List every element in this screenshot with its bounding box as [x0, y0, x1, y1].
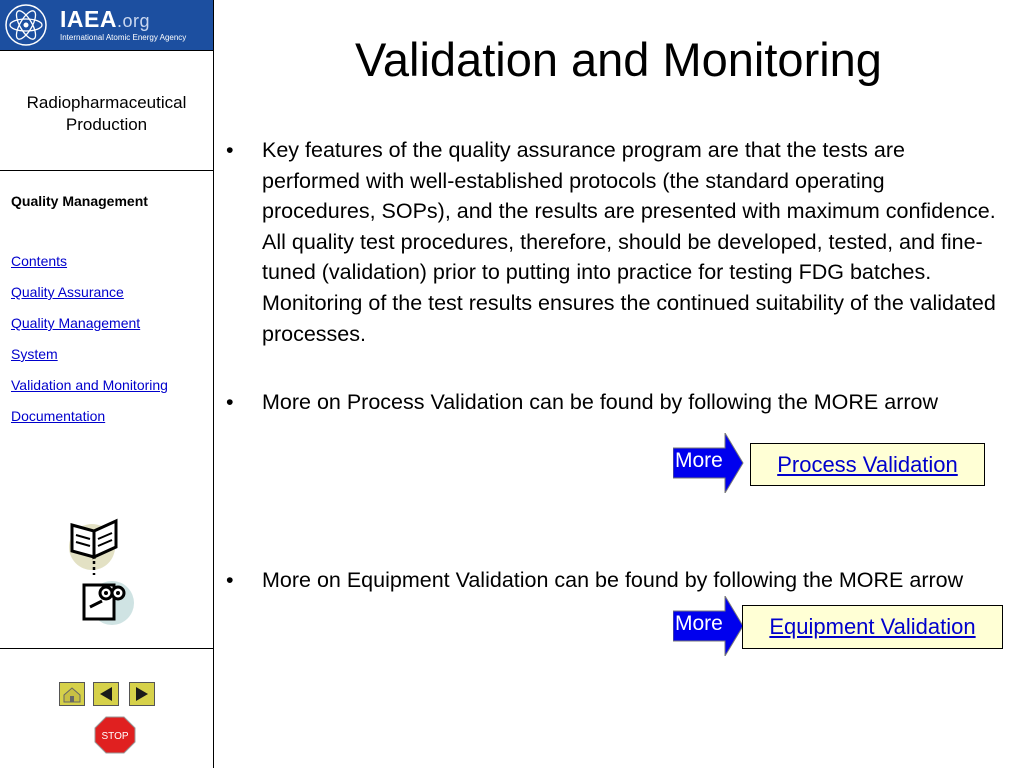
equipment-validation-link[interactable]: Equipment Validation [742, 605, 1003, 649]
logo-tagline: International Atomic Energy Agency [60, 33, 187, 42]
bullet-glyph: • [226, 390, 234, 414]
stop-label: STOP [101, 731, 129, 742]
more-label: More [675, 449, 723, 472]
nav-link-contents[interactable]: Contents [11, 253, 68, 269]
next-slide-button[interactable] [129, 682, 155, 706]
home-button[interactable] [59, 682, 85, 706]
bullet-glyph: • [226, 568, 234, 592]
more-arrow-process-validation[interactable] [673, 433, 745, 493]
nav-link-validation-and-monitoring[interactable]: Validation and Monitoring [11, 377, 168, 393]
bullet-text: More on Process Validation can be found by following the MORE arrow [262, 390, 939, 414]
sidebar-nav [11, 246, 168, 432]
nav-link-documentation[interactable]: Documentation [11, 408, 106, 424]
bullet-text: More on Equipment Validation can be found by following the MORE arrow [262, 568, 964, 592]
more-arrow-equipment-validation[interactable] [673, 596, 745, 656]
page-title: Validation and Monitoring [355, 33, 882, 86]
process-validation-link[interactable]: Process Validation [750, 443, 985, 486]
iaea-logo[interactable] [0, 0, 213, 50]
divider [0, 648, 213, 649]
previous-slide-button[interactable] [93, 682, 119, 706]
bullet-text: Key features of the quality assurance program are that the tests are performed with well-established protocols (the standard operating procedures, SOPs), and the results are presented with maximum confidence. All quality test procedures, therefore, should be developed, tested, and fine-tuned (validation) prior to putting into practice for testing FDG batches. Monitoring of the test results ensures the continued suitability of the validated processes. [262, 138, 996, 346]
nav-link-quality-management[interactable]: Quality Management [11, 315, 141, 331]
home-icon [60, 683, 84, 705]
divider [0, 50, 213, 51]
bullet-glyph: • [226, 138, 234, 162]
iaea-atom-emblem-icon [4, 3, 48, 47]
logo-brand: IAEA.org [60, 6, 150, 32]
topic-title: Radiopharmaceutical Production [26, 93, 187, 134]
section-title: Quality Management [11, 193, 148, 209]
sidebar [0, 0, 214, 768]
divider [0, 170, 213, 171]
stop-button[interactable] [94, 716, 136, 754]
nav-link-quality-assurance[interactable]: Quality Assurance [11, 284, 124, 300]
more-label: More [675, 612, 723, 635]
book-and-reader-illustration-icon [64, 515, 139, 635]
nav-link-system[interactable]: System [11, 346, 58, 362]
arrow-right-icon [130, 683, 154, 705]
arrow-left-icon [94, 683, 118, 705]
